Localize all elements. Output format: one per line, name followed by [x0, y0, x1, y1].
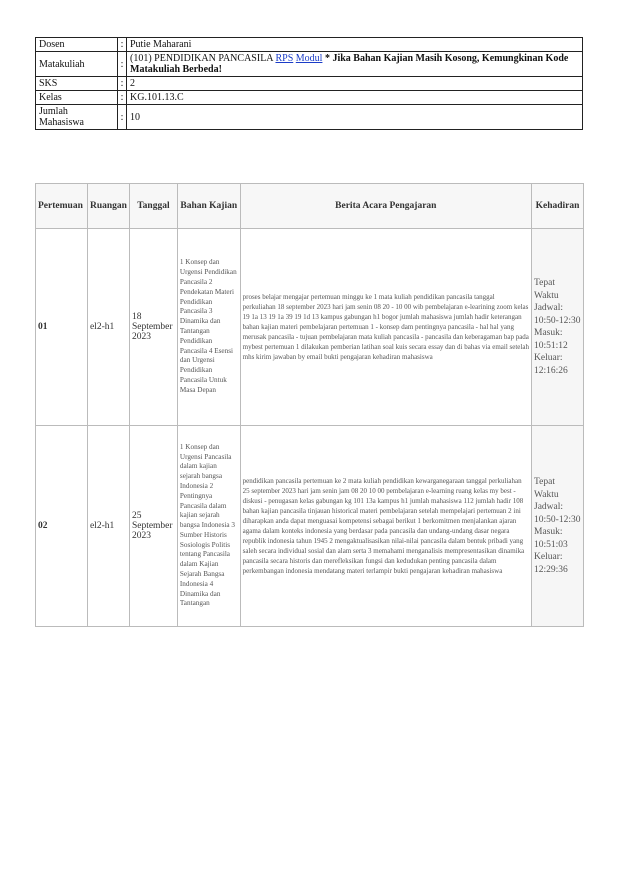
modul-link[interactable]: Modul: [295, 53, 323, 64]
tanggal-cell: 18 September 2023: [129, 229, 177, 426]
matakuliah-label: Matakuliah: [36, 52, 118, 77]
kelas-value: KG.101.13.C: [127, 91, 583, 105]
table-row: [36, 426, 584, 627]
pertemuan-cell: 02: [36, 426, 88, 627]
rps-link[interactable]: RPS: [275, 53, 294, 64]
header-bahan-kajian: Bahan Kajian: [177, 184, 240, 229]
dosen-value: Putie Maharani: [127, 38, 583, 52]
course-note: * Jika Bahan Kajian Masih Kosong, Kemungkinan Kode Matakuliah Berbeda!: [130, 53, 569, 75]
info-row-jumlah: [36, 105, 583, 130]
ruangan-cell: el2-h1: [87, 229, 129, 426]
separator: :: [118, 77, 127, 91]
matakuliah-value: [127, 52, 583, 77]
separator: :: [118, 52, 127, 77]
teaching-log-table: [35, 183, 584, 627]
kehadiran-cell: Tepat Waktu Jadwal: 10:50-12:30 Masuk: 10:51:12 Keluar: 12:16:26: [532, 229, 584, 426]
berita-acara-cell: pendidikan pancasila pertemuan ke 2 mata kuliah pendidikan kewarganegaraan tanggal perkuliahan 25 september 2023 hari jam senin jam 08 20 10 00 pembelajaran e-learning ruang kelas my best - diskusi - penugasan kelas gabungan kg 101 13a kampus h1 jumlah mahasiswa 112 jumlah hadir 108 bahan kajian pancasila tinjauan historical materi pembelajaran setelah mempelajari pertemuan 2 ini diharapkan anda dapat menguasai kompetensi sebagai berikut 1 berkomitmen menjalankan ajaran agama dalam konteks indonesia yang berdasar pada pancasila dan undang-undang dasar negara republik indonesia tahun 1945 2 mengaktualisasikan nilai-nilai pancasila dalam bentuk pribadi yang saleh secara individual sosial dan alam serta 3 memahami menganalisis mempresentasikan dinamika pancasila secara historis dan merefleksikan fungsi dan kedudukan penting pancasila dalam perkembangan indonesia mendatang materi terlampir bukti pengajaran kehadiran mahasiswa: [240, 426, 531, 627]
kelas-label: Kelas: [36, 91, 118, 105]
info-row-sks: [36, 77, 583, 91]
separator: :: [118, 91, 127, 105]
course-name: (101) PENDIDIKAN PANCASILA: [130, 53, 273, 64]
sks-label: SKS: [36, 77, 118, 91]
header-berita-acara: Berita Acara Pengajaran: [240, 184, 531, 229]
header-ruangan: Ruangan: [87, 184, 129, 229]
header-kehadiran: Kehadiran: [532, 184, 584, 229]
course-info-table: [35, 37, 583, 130]
info-row-kelas: [36, 91, 583, 105]
ruangan-cell: el2-h1: [87, 426, 129, 627]
bahan-kajian-cell: 1 Konsep dan Urgensi Pancasila dalam kajian sejarah bangsa Indonesia 2 Pentingnya Pancasila dalam kajian sejarah bangsa Indonesia 3 Sumber Historis Sosiologis Politis tentang Pancasila dalam Kajian Sejarah Bangsa Indonesia 4 Dinamika dan Tantangan: [177, 426, 240, 627]
header-pertemuan: Pertemuan: [36, 184, 88, 229]
separator: :: [118, 38, 127, 52]
jumlah-value: 10: [127, 105, 583, 130]
sks-value: 2: [127, 77, 583, 91]
berita-acara-cell: proses belajar mengajar pertemuan minggu ke 1 mata kuliah pendidikan pancasila tanggal perkuliahan 18 september 2023 hari jam senin 08 20 - 10 00 wib pembelajaran e-learining zoom kelas 19 1a 13 19 1a 39 19 1d 13 kampus gabungan h1 bogor jumlah mahasiswa jumlah hadir keterangan bahan kajian materi pembelajaran pertemuan 1 - konsep dam pentingnya pancasila - hal hal yang merusak pancasila - tujuan pembelajaran mata kuliah pancasila - pancasila dan keberagaman bap pada mybest pertemuan 1 dilakukan pemberian latihan soal kuis secara essay dan di bahas via email setelah mhs kirim jawaban by email bukti pengajaran kehadiran mahasiswa: [240, 229, 531, 426]
table-row: [36, 229, 584, 426]
kehadiran-cell: Tepat Waktu Jadwal: 10:50-12:30 Masuk: 10:51:03 Keluar: 12:29:36: [532, 426, 584, 627]
info-row-matakuliah: [36, 52, 583, 77]
pertemuan-cell: 01: [36, 229, 88, 426]
dosen-label: Dosen: [36, 38, 118, 52]
info-row-dosen: [36, 38, 583, 52]
table-header-row: [36, 184, 584, 229]
jumlah-label: Jumlah Mahasiswa: [36, 105, 118, 130]
header-tanggal: Tanggal: [129, 184, 177, 229]
bahan-kajian-cell: 1 Konsep dan Urgensi Pendidikan Pancasila 2 Pendekatan Materi Pendidikan Pancasila 3 Dinamika dan Tantangan Pendidikan Pancasila 4 Esensi dan Urgensi Pendidikan Pancasila Untuk Masa Depan: [177, 229, 240, 426]
separator: :: [118, 105, 127, 130]
tanggal-cell: 25 September 2023: [129, 426, 177, 627]
